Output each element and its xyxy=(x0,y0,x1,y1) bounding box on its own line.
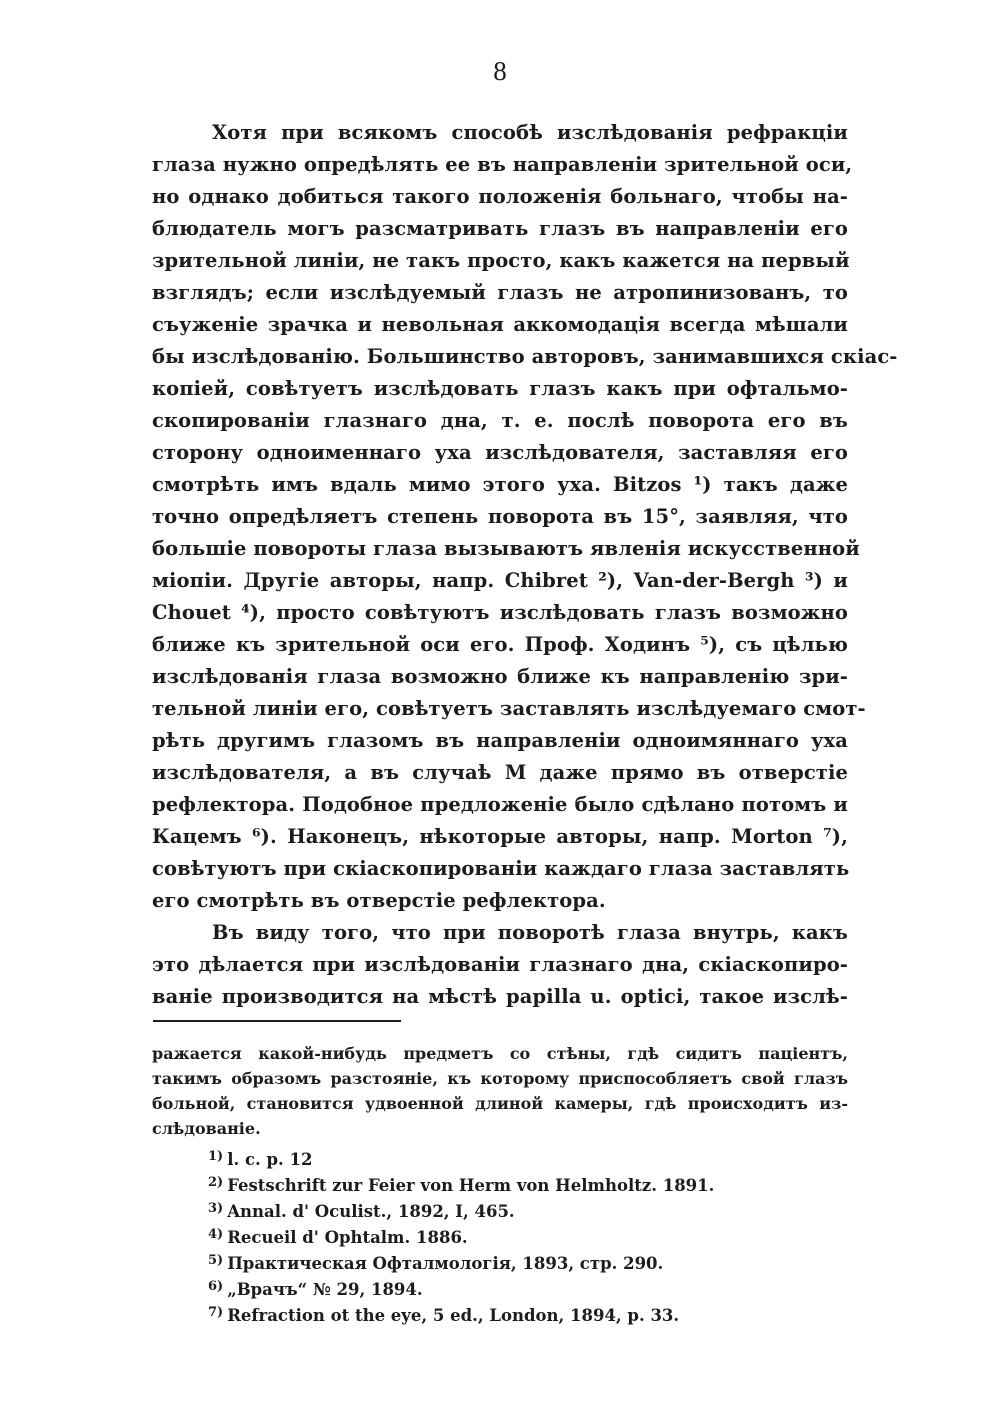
footnote-2 xyxy=(208,1170,848,1196)
text-line: но однако добиться такого положенія больнаго, чтобы на- xyxy=(152,185,848,208)
footnote-divider xyxy=(153,1020,401,1022)
footnote-5 xyxy=(208,1248,848,1274)
text-line: рѣть другимъ глазомъ въ направленіи одноимяннаго уха xyxy=(152,729,848,752)
footnote-text: Annal. d' Oculist., 1892, I, 465. xyxy=(227,1202,515,1221)
footnote-text: „Врачъ“ № 29, 1894. xyxy=(227,1280,423,1299)
footnote-continuation xyxy=(152,1041,848,1141)
footnote-mark: 7) xyxy=(208,1305,224,1320)
text-line: большіе повороты глаза вызываютъ явленія искусственной xyxy=(152,537,860,560)
text-line: Chouet ⁴), просто совѣтуютъ изслѣдовать глазъ возможно xyxy=(152,601,848,624)
text-line: изслѣдованія глаза возможно ближе къ направленію зри- xyxy=(152,665,848,688)
body-text xyxy=(152,117,898,1013)
footnote-mark: 2) xyxy=(208,1175,224,1190)
footnote-text: Практическая Офталмологія, 1893, стр. 290. xyxy=(227,1254,664,1273)
footnote-6 xyxy=(208,1274,848,1300)
text-line: совѣтуютъ при скіаскопированіи каждаго глаза заставлять xyxy=(152,857,850,880)
footnote-list xyxy=(208,1144,848,1326)
footnote-line: больной, становится удвоенной длиной камеры, гдѣ происходитъ из- xyxy=(152,1094,848,1113)
text-line: скопированіи глазнаго дна, т. е. послѣ поворота его въ xyxy=(152,409,848,432)
text-line: Въ виду того, что при поворотѣ глаза внутрь, какъ xyxy=(212,921,848,944)
footnote-mark: 4) xyxy=(208,1227,224,1242)
footnote-3 xyxy=(208,1196,848,1222)
footnote-4 xyxy=(208,1222,848,1248)
footnote-line: ражается какой-нибудь предметъ со стѣны, гдѣ сидитъ паціентъ, xyxy=(152,1044,848,1063)
footnote-line: такимъ образомъ разстояніе, къ которому приспособляетъ свой глазъ xyxy=(152,1069,848,1088)
text-line: изслѣдователя, а въ случаѣ M даже прямо въ отверстіе xyxy=(152,761,848,784)
footnote-mark: 3) xyxy=(208,1201,224,1216)
text-line: глаза нужно опредѣлять ее въ направленіи зрительной оси, xyxy=(152,153,853,176)
footnote-line: слѣдованіе. xyxy=(152,1119,261,1138)
footnote-mark: 5) xyxy=(208,1253,224,1268)
text-line: Хотя при всякомъ способѣ изслѣдованія рефракціи xyxy=(212,121,848,144)
text-line: смотрѣть имъ вдаль мимо этого уха. Bitzos ¹) такъ даже xyxy=(152,473,848,496)
text-line: Кацемъ ⁶). Наконецъ, нѣкоторые авторы, напр. Morton ⁷), xyxy=(152,825,848,848)
text-line: копіей, совѣтуетъ изслѣдовать глазъ какъ при офтальмо- xyxy=(152,377,848,400)
text-line: тельной линіи его, совѣтуетъ заставлять изслѣдуемаго смот- xyxy=(152,697,866,720)
footnote-text: l. c. p. 12 xyxy=(227,1150,313,1169)
text-line: бы изслѣдованію. Большинство авторовъ, занимавшихся скіас- xyxy=(152,345,898,368)
footnote-mark: 1) xyxy=(208,1149,224,1164)
footnote-mark: 6) xyxy=(208,1279,224,1294)
text-line: его смотрѣть въ отверстіе рефлектора. xyxy=(152,889,606,912)
text-line: съуженіе зрачка и невольная аккомодація всегда мѣшали xyxy=(152,313,848,336)
text-line: точно опредѣляетъ степень поворота въ 15°, заявляя, что xyxy=(152,505,848,528)
footnote-text: Refraction ot the eye, 5 ed., London, 1894, p. 33. xyxy=(227,1306,680,1325)
text-line: ваніе производится на мѣстѣ papilla u. optici, такое изслѣ- xyxy=(152,985,848,1008)
footnote-text: Festschrift zur Feier von Herm von Helmholtz. 1891. xyxy=(227,1176,715,1195)
text-line: рефлектора. Подобное предложеніе было сдѣлано потомъ и xyxy=(152,793,848,816)
text-line: это дѣлается при изслѣдованіи глазнаго дна, скіаскопиро- xyxy=(152,953,848,976)
text-line: ближе къ зрительной оси его. Проф. Ходинъ ⁵), съ цѣлью xyxy=(152,633,848,656)
footnote-text: Recueil d' Ophtalm. 1886. xyxy=(227,1228,468,1247)
text-line: взглядъ; если изслѣдуемый глазъ не атропинизованъ, то xyxy=(152,281,848,304)
footnote-1 xyxy=(208,1144,848,1170)
page-number: 8 xyxy=(493,56,507,86)
text-line: сторону одноименнаго уха изслѣдователя, заставляя его xyxy=(152,441,848,464)
footnote-7 xyxy=(208,1300,848,1326)
text-line: зрительной линіи, не такъ просто, какъ кажется на первый xyxy=(152,249,850,272)
text-line: блюдатель могъ разсматривать глазъ въ направленіи его xyxy=(152,217,848,240)
text-line: міопіи. Другіе авторы, напр. Chibret ²), Van-der-Bergh ³) и xyxy=(152,569,848,592)
